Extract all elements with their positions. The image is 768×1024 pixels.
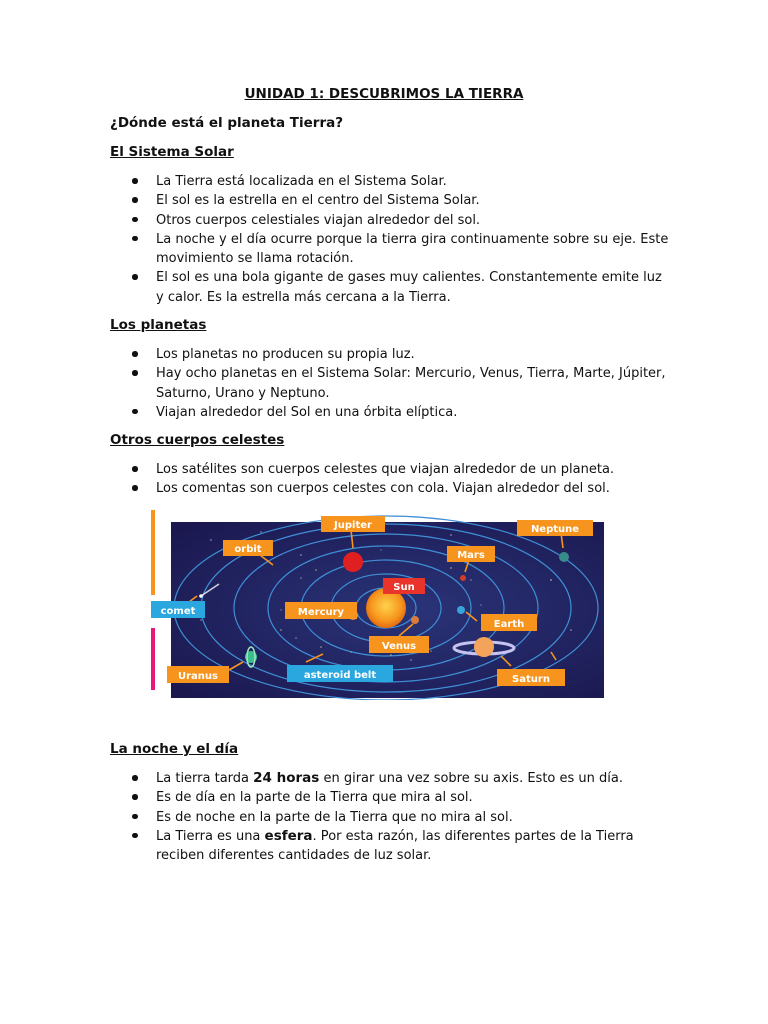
mars-planet (460, 575, 466, 581)
earth-planet (457, 606, 465, 614)
label-venus: Venus (381, 641, 417, 652)
list-otros-cuerpos (110, 460, 670, 499)
list-item: Es de día en la parte de la Tierra que mira al sol. (110, 788, 670, 807)
list-item: La tierra tarda 24 horas en girar una vez sobre su axis. Esto es un día. (110, 769, 670, 788)
list-noche-dia (110, 769, 670, 865)
list-item: Viajan alrededor del Sol en una órbita elíptica. (110, 403, 670, 422)
list-item: La noche y el día ocurre porque la tierra gira continuamente sobre su eje. Este movimiento se llama rotación. (110, 230, 670, 269)
list-item: Es de noche en la parte de la Tierra que no mira al sol. (110, 808, 670, 827)
label-neptune: Neptune (530, 524, 580, 535)
list-los-planetas (110, 345, 670, 422)
heading-los-planetas: Los planetas (110, 317, 207, 333)
list-item: Los planetas no producen su propia luz. (110, 345, 670, 364)
label-jupiter: Jupiter (334, 520, 372, 531)
list-item: Los comentas son cuerpos celestes con cola. Viajan alrededor del sol. (110, 479, 670, 498)
list-item: Los satélites son cuerpos celestes que viajan alrededor de un planeta. (110, 460, 670, 479)
label-saturn: Saturn (512, 674, 550, 685)
solar-system-image (151, 510, 606, 700)
label-earth: Earth (493, 619, 525, 630)
label-mars: Mars (457, 550, 485, 561)
label-asteroid-belt: asteroid belt (303, 670, 377, 681)
side-bar-pink (151, 628, 155, 690)
jupiter-planet (343, 552, 363, 572)
venus-planet (411, 616, 419, 624)
list-item: El sol es la estrella en el centro del Sistema Solar. (110, 191, 670, 210)
neptune-planet (559, 552, 569, 562)
heading-noche-dia: La noche y el día (110, 741, 239, 757)
label-orbit: orbit (234, 544, 262, 555)
list-item: El sol es una bola gigante de gases muy calientes. Constantemente emite luz y calor. Es la estrella más cercana a la Tierra. (110, 268, 670, 307)
list-item: Otros cuerpos celestiales viajan alrededor del sol. (110, 211, 670, 230)
list-sistema-solar (110, 172, 670, 307)
heading-sistema-solar: El Sistema Solar (110, 144, 234, 160)
label-comet: comet (160, 606, 196, 617)
list-item: Hay ocho planetas en el Sistema Solar: Mercurio, Venus, Tierra, Marte, Júpiter, Saturno, Urano y Neptuno. (110, 364, 670, 403)
document-title: UNIDAD 1: DESCUBRIMOS LA TIERRA (244, 86, 524, 102)
label-uranus: Uranus (178, 671, 218, 682)
heading-otros-cuerpos: Otros cuerpos celestes (110, 432, 285, 448)
question-heading: ¿Dónde está el planeta Tierra? (110, 115, 344, 131)
list-item: La Tierra es una esfera. Por esta razón, las diferentes partes de la Tierra reciben diferentes cantidades de luz solar. (110, 827, 670, 866)
list-item: La Tierra está localizada en el Sistema Solar. (110, 172, 670, 191)
side-bar-orange (151, 510, 155, 595)
label-sun: Sun (393, 582, 415, 593)
label-mercury: Mercury (297, 607, 345, 618)
